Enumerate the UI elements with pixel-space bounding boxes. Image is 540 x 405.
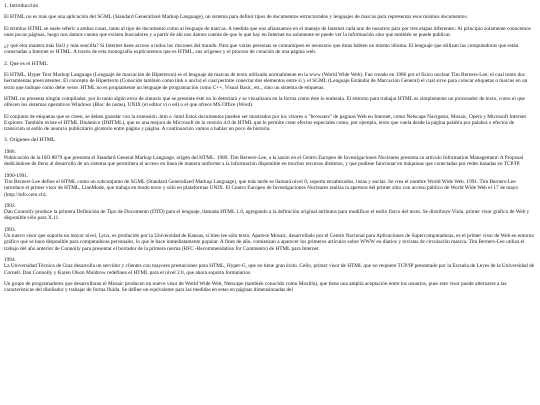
history-entry <box>4 227 536 252</box>
section-introduccion <box>4 3 536 56</box>
history-text: La Universidad Técnica de Graz desarrolla un servidor y clientes con mayores prestaciones para HTML, Hyper-G, que no tiene gran éxito. Cello, primer visor de HTML que no requiere TCP/IP presentado por la Escuela de Leyes de la Universidad de Cornell. Dan Connolly y Karen Olson Muldrow redefinen el HTML para el nivel 2.0, que ahora soporta formularios. <box>4 263 535 276</box>
section-heading: 2. Que es el HTML <box>4 60 48 67</box>
paragraph: HTML no presenta ningún compilador, por lo tanto algún error de sintaxis que se presente éste no lo detectará y se visualizara en la forma como éste lo entienda. El entorno para trabajar HTML es simplemente un procesador de texto, como el que ofrecen los sistemas operativos Windows (Bloc de notas), UNIX (el editor vi o ed) o el que ofrece MS Office (Word). <box>4 95 525 109</box>
history-entry <box>4 149 536 168</box>
paragraph: El término HTML se suele referir a ambas cosas, tanto al tipo de documento como al lenguaje de marcas. A medida que nos afianzamos en el manejo de Internet cada uno de nosotros para por tres etapas diferentes: Al principio solamente conocemos unas pocas páginas, luego nos damos cuenta que existen buscadores y a partir de ahí nos damos cuenta de que lo que hay en Internet no solamente se puede ver la información sino que también se puede publicar. <box>4 25 531 38</box>
history-entry <box>4 281 536 294</box>
paragraph: ¿y qué otra manera más fácil y más sencilla? Si Internet tiene acceso a todos los rincones del mundo. Para que varias personas se comuniquen es necesario que éstas hablen un mismo idioma. El lenguaje que utilizan las computadoras que están conectadas a Internet es HTML. A través de esta monografía explicaremos que es HTML, sus orígenes y el proceso de creación de una página web. <box>4 43 519 56</box>
section-heading: 1. Introducción <box>4 3 39 9</box>
history-entry <box>4 173 536 198</box>
history-year: 1986. <box>4 148 16 155</box>
history-text: Tim Berners-Lee define el HTML como un subconjunto de SGML (Standard Generalized Markup Language), que más tarde se llamará nivel 0; soporta encabezados, listas y anclas. Se crea el nombre World Wide Web. 1991. Tim Berners-Lee introduce el primer visor de HTML, LineMode, que trabaja en modo texto y sólo en plataformas UNIX. El Centro Europeo de Investigaciones Nucleares realiza la apertura del primer sitio con acceso público de World Wide Web el 17 de mayo (http://info.cern.ch). <box>4 178 519 198</box>
section-heading: 3. Orígenes del HTML <box>4 137 56 144</box>
history-year: 1993. <box>4 226 16 233</box>
history-text: Dan Connolly produce la primera Definición de Tipo de Documento (DTD) para el lenguaje, llamada HTML 1.0, agregando a la definición original atributos para modificar el estilo físico del texto. Se distribuye Viola, primer visor gráfico de Web y disponible sólo para X.11. <box>4 209 530 222</box>
history-entry <box>4 203 536 222</box>
paragraph: El conjunto de etiquetas que se creen, se deben guardar con la extensión .htm o .html Estos documentos pueden ser mostrados por los visores o "browsers" de paginas Web en Internet, como Netscape Navigator, Mosaic, Opera y Microsoft Internet Explorer. También existe el HTML Dinámico (DHTML), que es una mejora de Microsoft de la versión 4.0 de HTML que le permite crear efectos especiales como, por ejemplo, texto que vuela desde la página palabra por palabra o efectos de transición al estilo de anuncio publicitario giratorio entre página y página. A continuación vamos a hablar un poco de historia. <box>4 113 526 133</box>
history-text: Un grupo de programadores que desarrollaran el Mosaic producen un nuevo visor de World Wide Web, Netscape (también conocido como Mozilla), que tiene una amplia aceptación entre los usuarios, pues este visor puede alternarse a las características del diseñador y trabajar de forma fluida. Se define un equivalente para las medidas en estas en páginas dimensionadas del <box>4 280 507 294</box>
history-text: Un nuevo visor que soporta un mayor nivel, Lynx, es producido por la Universidad de Kansas, si bien lee sólo texto. Aparece Mosaic, desarrollado por el Centro Nacional para Aplicaciones de Supercomputadoras, es el primer visor de Web en entorno gráfico que se hace disponible para computadoras personales, lo que le hace inmediatamente popular. A fines de año, comienzan a aparecer los primeros artículos sobre WWW en diarios y revistas de circulación masiva. Tim Berners-Lee utiliza el trabajo del año anterior de Connolly para presentar el borrador de la primera norma (RFC -Recommendation for Comments) de HTML para Internet. <box>4 233 535 252</box>
section-origenes <box>4 137 536 293</box>
history-year: 1992. <box>4 202 16 209</box>
history-year: 1990-1991. <box>4 172 29 179</box>
paragraph: El HTML no es más que una aplicación del SGML (Standard Generalized Markup Language), un sistema para definir tipos de documentos estructurados y lenguajes de marcas para representar esos mismos documentos. <box>4 14 468 21</box>
paragraph: El HTML, Hyper Text Markup Language (Lenguaje de marcación de Hipertexto) es el lenguaje de marcas de texto utilizado normalmente en la www (World Wide Web). Fue creado en 1986 por el físico nuclear Tim Berners-Lee; el cual tomo dos herramientas preexistentes: El concepto de Hipertexto (Conocido también como link o ancla) el cual permite conectar dos elementos entre si y el SGML (Lenguaje Estándar de Marcación General) el cual sirve para colocar etiquetas o marcas en un texto que indique como debe verse. HTML no es propiamente un lenguaje de programación como C++, Visual Basic, etc., sino un sistema de etiquetas. <box>4 72 528 91</box>
history-year: 1994. <box>4 256 16 263</box>
history-text: Publicación de la ISO 8879 que presenta el Standard General Markup Language, origen del HTML. 1989. Tim Berners-Lee, a la sazón en el Centro Europeo de Investigaciones Nucleares presenta su artículo Information Management: A Proposal dedicándose de lleno al desarrollo de un sistema que permitiera el acceso en línea de manera uniforme a la información disponible en muchos recursos distintos, y que pudiese funcionar en máquinas que conectadas por redes basadas en TCP/IP. <box>4 155 524 168</box>
section-que-es-html <box>4 61 536 133</box>
document-body <box>4 3 536 298</box>
history-entry <box>4 257 536 276</box>
